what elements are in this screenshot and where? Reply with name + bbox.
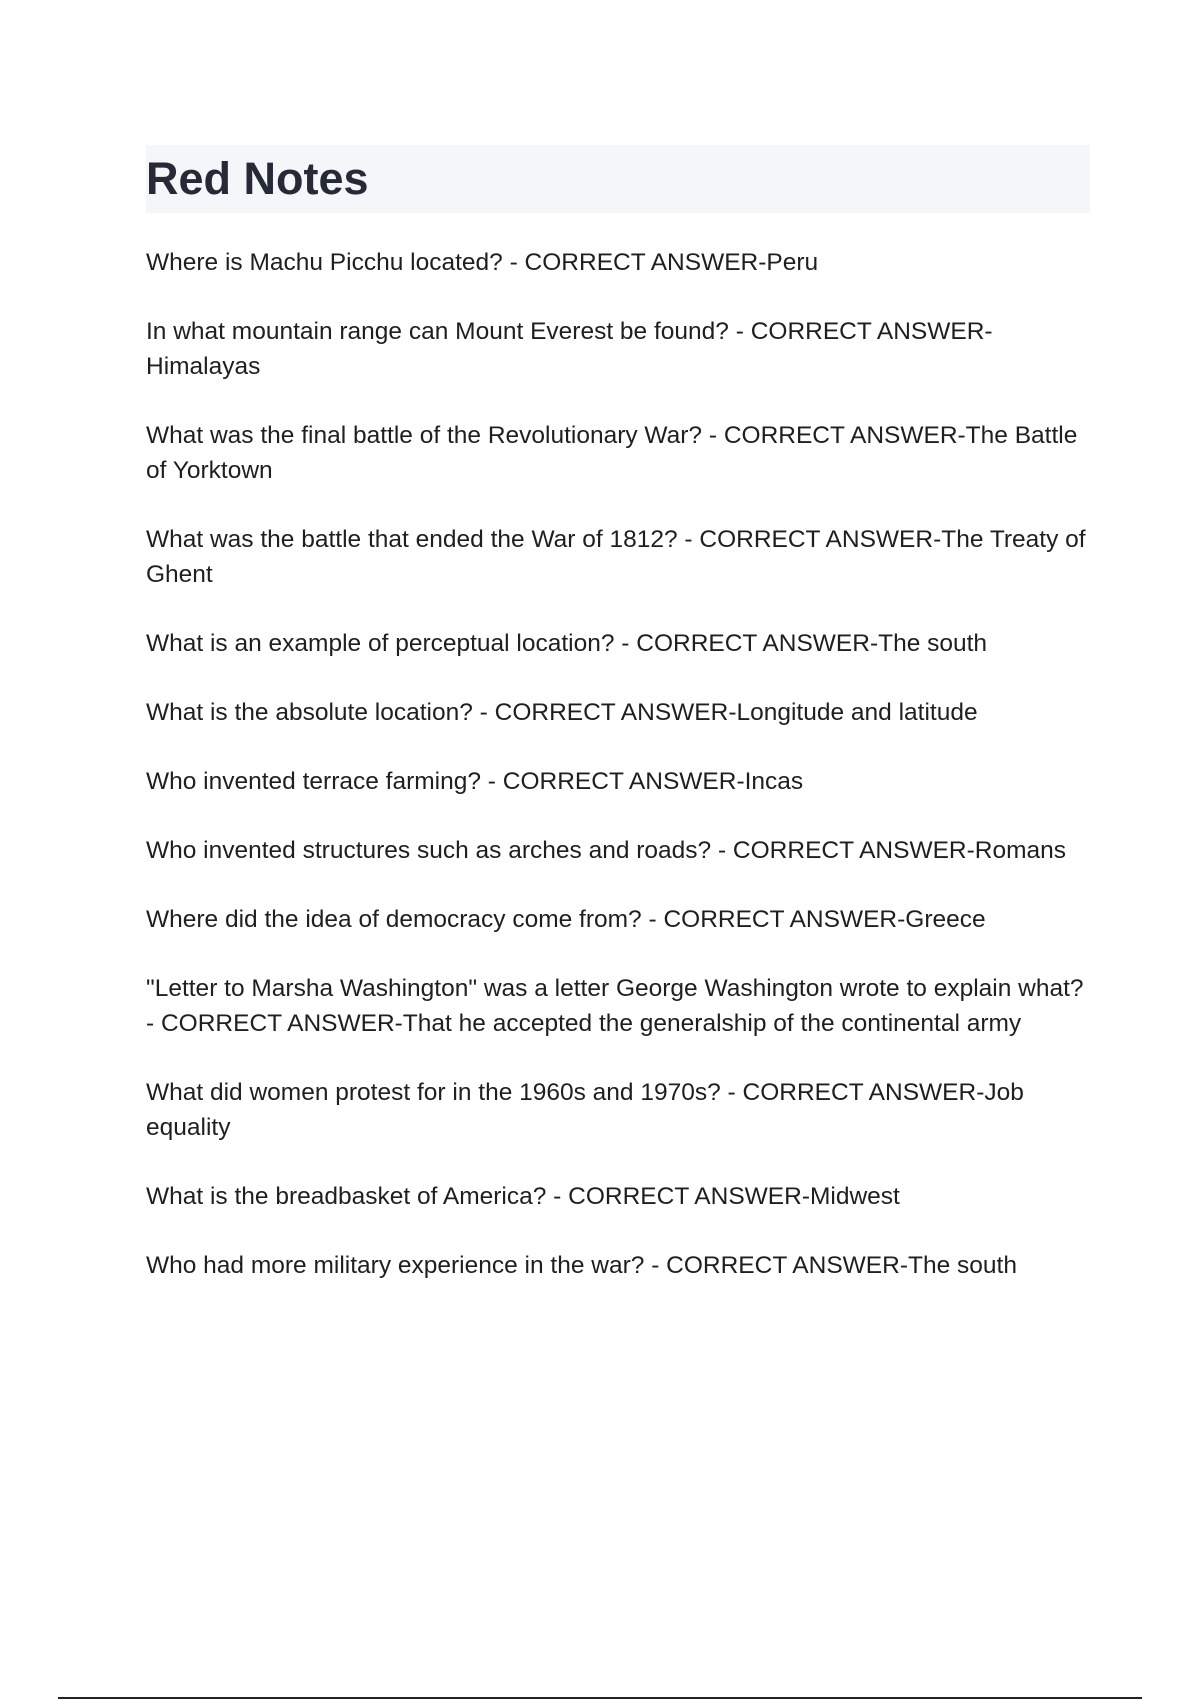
qa-item: What was the final battle of the Revolutionary War? - CORRECT ANSWER-The Battle of Yorktown [146, 422, 1078, 484]
qa-item: Where is Machu Picchu located? - CORRECT ANSWER-Peru [146, 249, 819, 276]
qa-item: What did women protest for in the 1960s and 1970s? - CORRECT ANSWER-Job equality [146, 1079, 1024, 1141]
qa-item: "Letter to Marsha Washington" was a letter George Washington wrote to explain what? - CORRECT ANSWER-That he accepted the generalship of the continental army [146, 975, 1084, 1037]
qa-item: Where did the idea of democracy come from? - CORRECT ANSWER-Greece [146, 906, 986, 933]
page-title: Red Notes [146, 153, 369, 204]
qa-item: Who invented terrace farming? - CORRECT ANSWER-Incas [146, 768, 804, 795]
qa-item: What is an example of perceptual location? - CORRECT ANSWER-The south [146, 630, 988, 657]
qa-item: What is the breadbasket of America? - CORRECT ANSWER-Midwest [146, 1183, 900, 1210]
footer-divider [58, 1697, 1142, 1699]
qa-item: Who had more military experience in the war? - CORRECT ANSWER-The south [146, 1252, 1017, 1279]
qa-item: Who invented structures such as arches and roads? - CORRECT ANSWER-Romans [146, 837, 1067, 864]
title-banner [146, 145, 1090, 213]
qa-item: What is the absolute location? - CORRECT ANSWER-Longitude and latitude [146, 699, 978, 726]
qa-list [146, 245, 1096, 1317]
qa-item: In what mountain range can Mount Everest be found? - CORRECT ANSWER-Himalayas [146, 318, 993, 380]
qa-item: What was the battle that ended the War of 1812? - CORRECT ANSWER-The Treaty of Ghent [146, 526, 1086, 588]
